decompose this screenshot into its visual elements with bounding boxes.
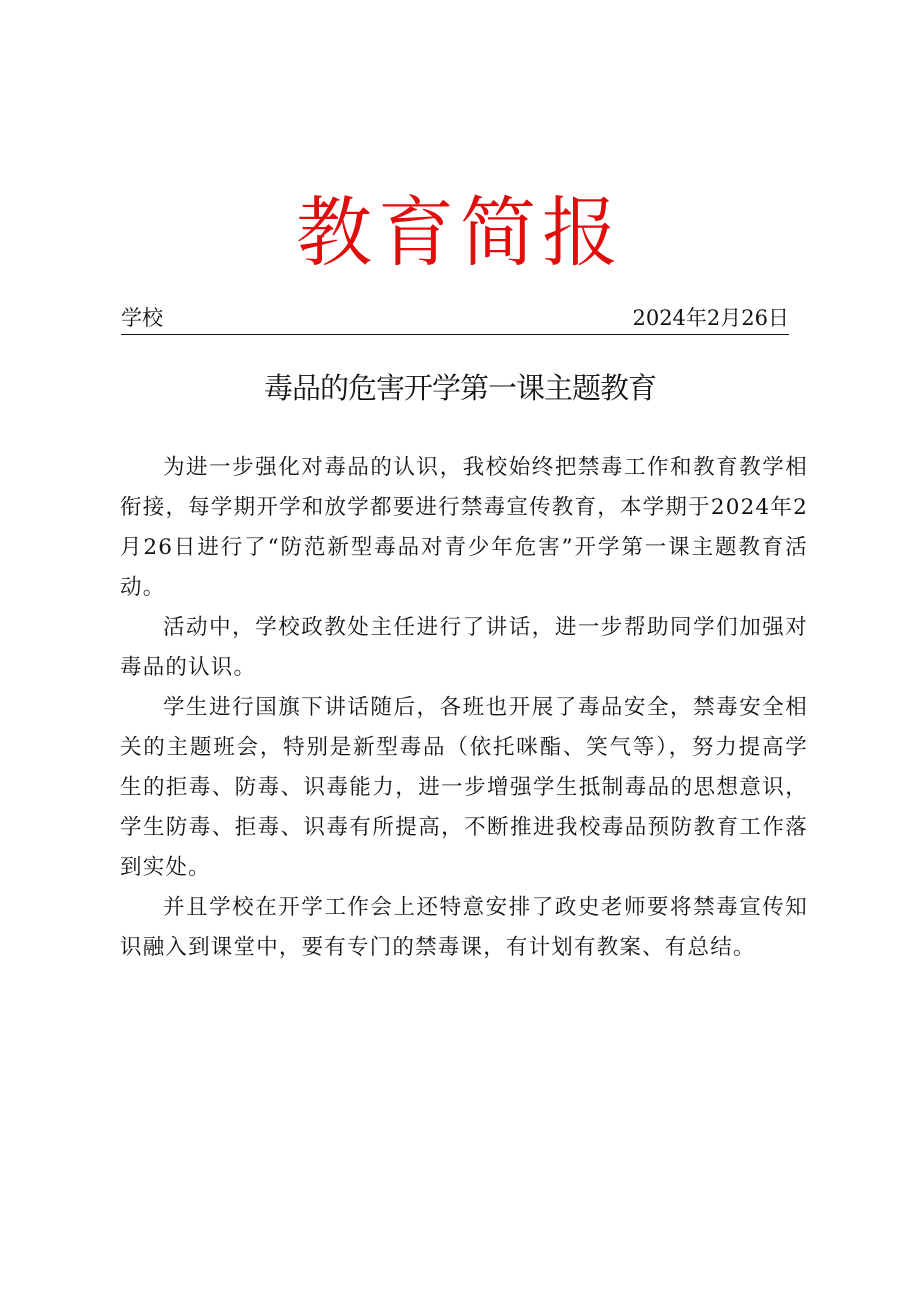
paragraph-intro: 为进一步强化对毒品的认识，我校始终把禁毒工作和教育教学相衔接，每学期开学和放学都要进行禁毒宣传教育，本学期于2024年2月26日进行了“防范新型毒品对青少年危害”开学第一课主题教育活动。 [120, 455, 808, 600]
paragraph-class-meetings: 学生进行国旗下讲话随后，各班也开展了毒品安全，禁毒安全相关的主题班会，特别是新型毒品（依托咪酯、笑气等），努力提高学生的拒毒、防毒、识毒能力，进一步增强学生抵制毒品的思想意识，学生防毒、拒毒、识毒有所提高，不断推进我校毒品预防教育工作落到实处。 [120, 695, 808, 880]
article-body [120, 448, 808, 968]
paragraph-curriculum: 并且学校在开学工作会上还特意安排了政史老师要将禁毒宣传知识融入到课堂中，要有专门的禁毒课，有计划有教案、有总结。 [120, 895, 808, 960]
issue-header [121, 304, 789, 335]
school-label: 学校 [121, 306, 163, 330]
article-title: 毒品的危害开学第一课主题教育 [263, 371, 656, 405]
masthead-title: 教育简报 [296, 188, 624, 277]
issue-date: 2024年2月26日 [632, 306, 789, 330]
paragraph-speech: 活动中，学校政教处主任进行了讲话，进一步帮助同学们加强对毒品的认识。 [120, 615, 808, 680]
